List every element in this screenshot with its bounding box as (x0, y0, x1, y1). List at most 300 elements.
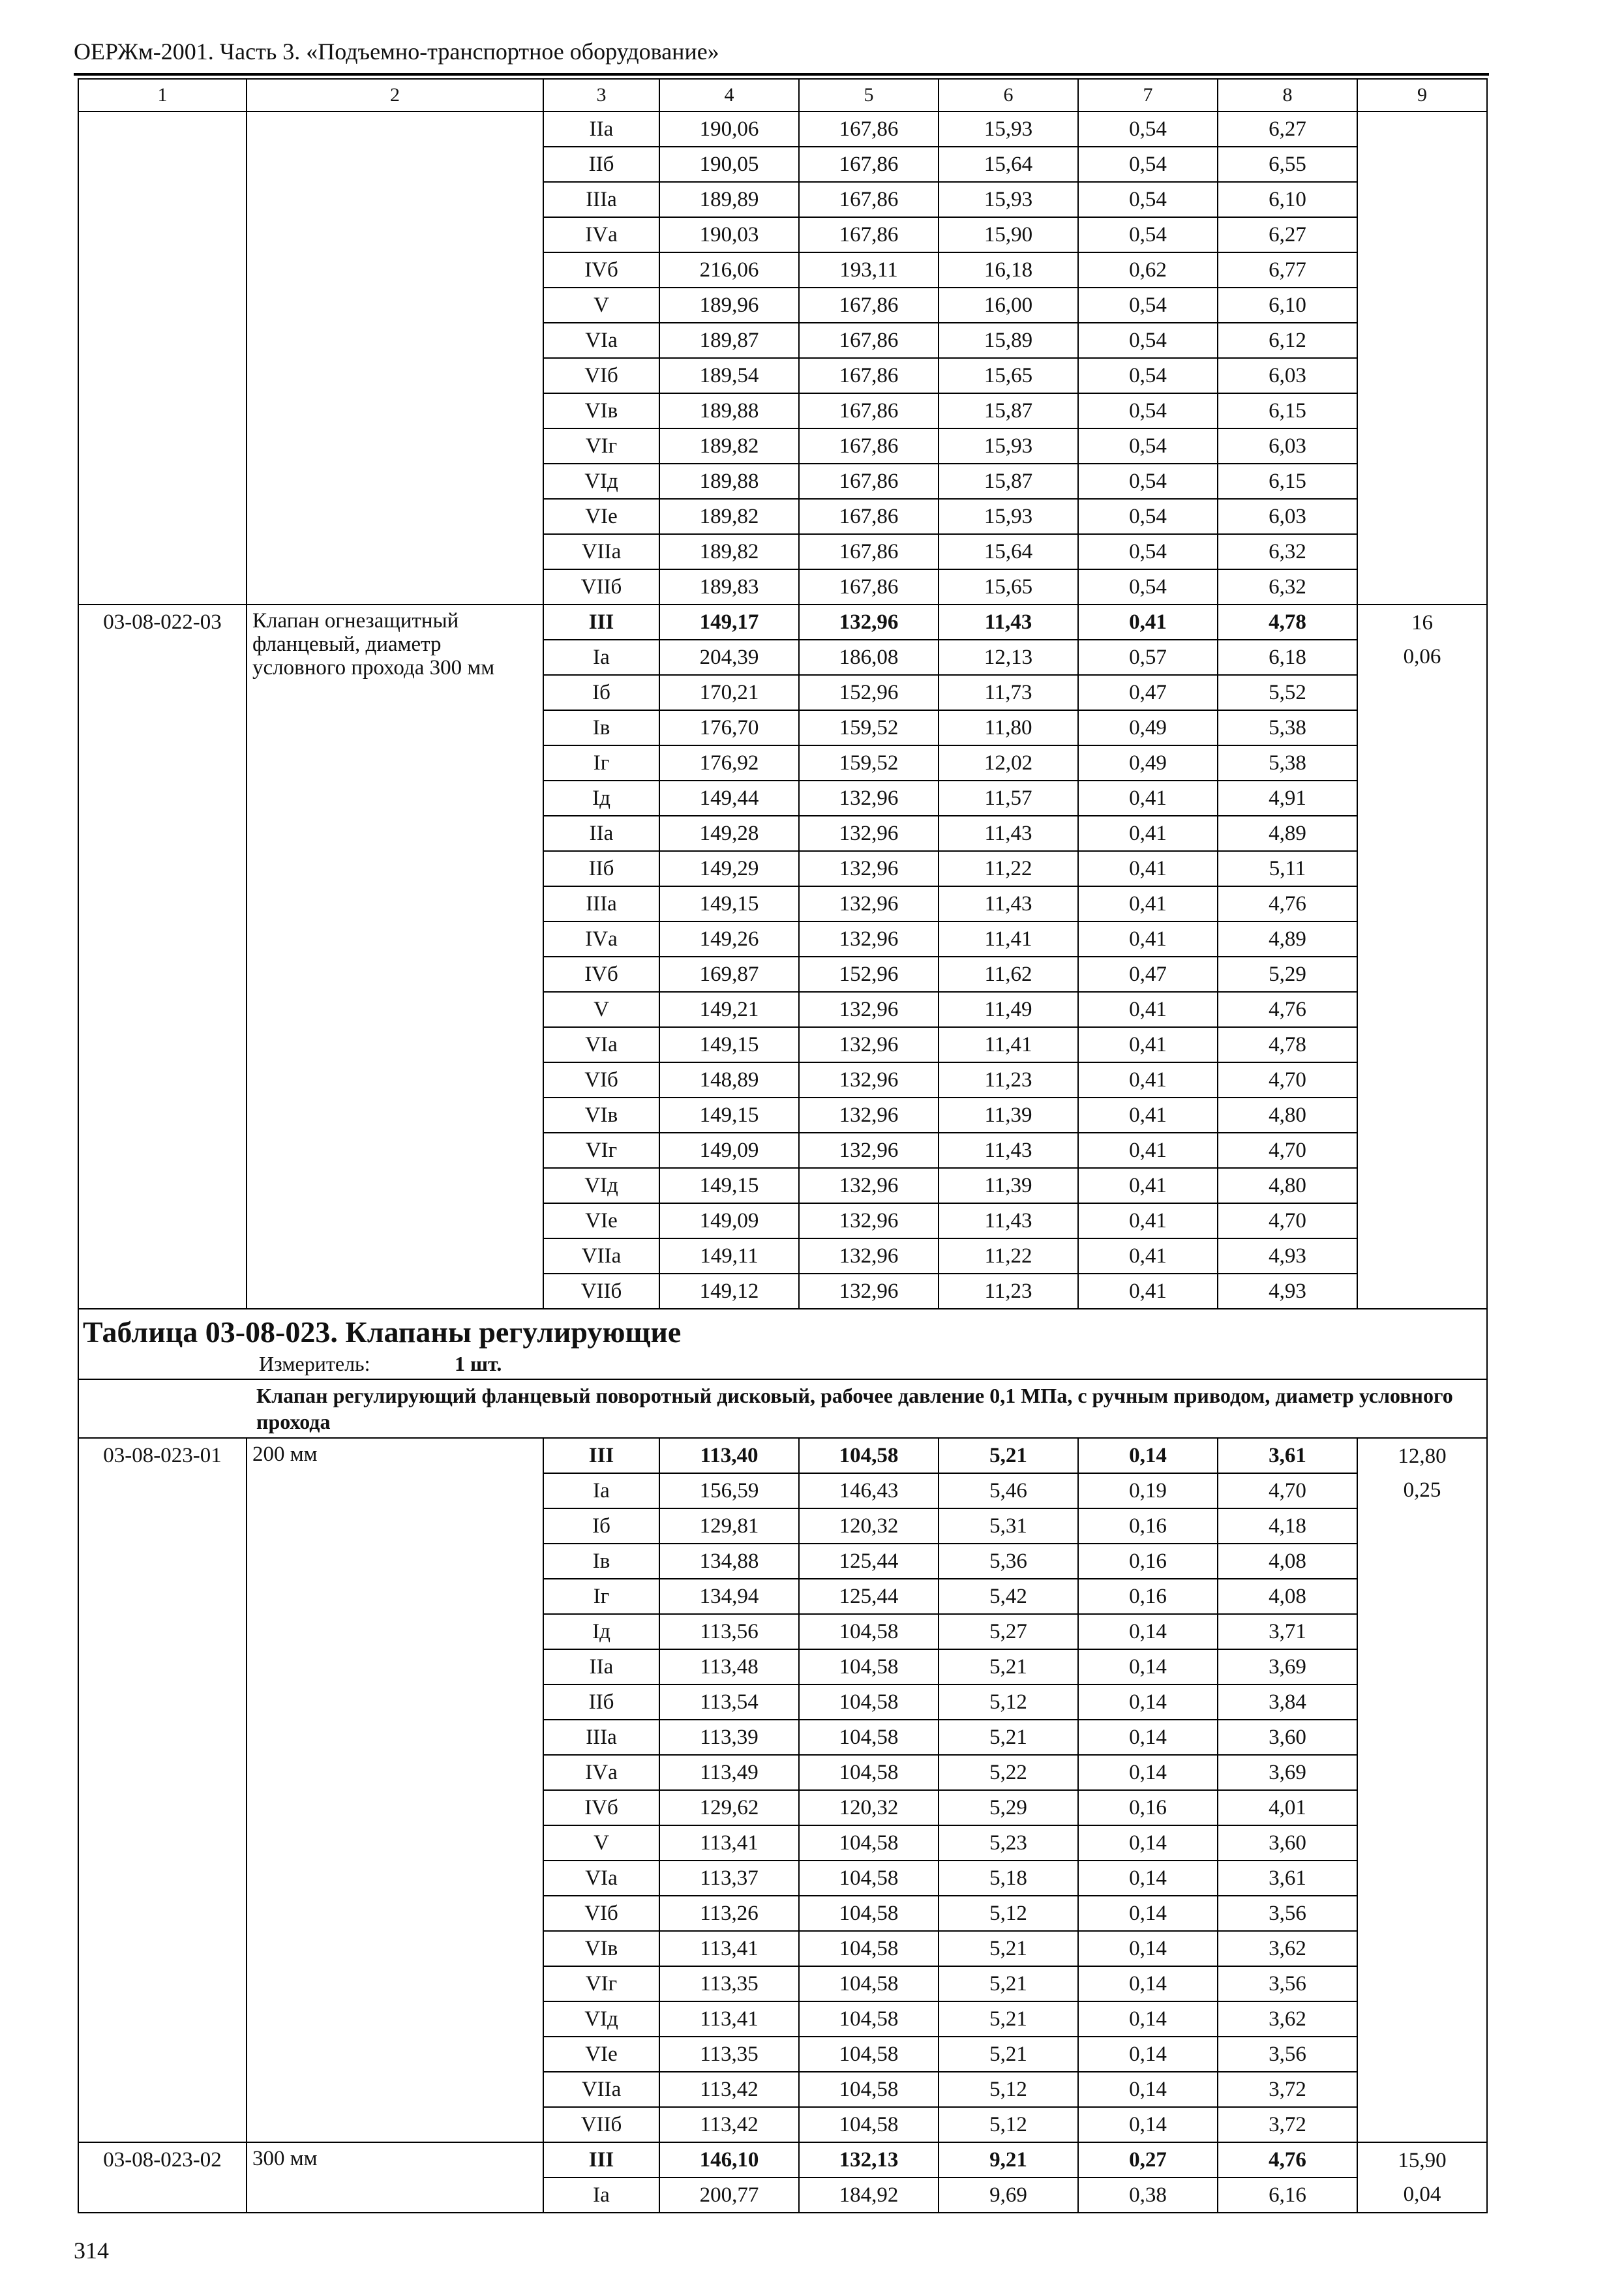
value-cell: 0,54 (1078, 288, 1218, 323)
value-cell: 6,03 (1218, 358, 1357, 393)
value-cell: 0,19 (1078, 1473, 1218, 1508)
value-cell: 189,96 (659, 288, 799, 323)
value-cell: 3,69 (1218, 1755, 1357, 1790)
value-cell: 5,21 (939, 1649, 1078, 1684)
zone-cell: VIд (543, 464, 659, 499)
value-cell: 113,56 (659, 1614, 799, 1649)
value-cell: 0,41 (1078, 1168, 1218, 1203)
value-cell: 0,14 (1078, 2001, 1218, 2037)
value-cell: 167,86 (799, 428, 939, 464)
value-cell: 0,54 (1078, 112, 1218, 147)
value-cell: 132,96 (799, 605, 939, 640)
zone-cell: IVа (543, 1755, 659, 1790)
zone-cell: VIд (543, 2001, 659, 2037)
value-cell: 3,61 (1218, 1438, 1357, 1473)
zone-cell: IIа (543, 1649, 659, 1684)
value-cell: 0,16 (1078, 1508, 1218, 1544)
section-heading (78, 1309, 1487, 1379)
zone-cell: VIг (543, 1133, 659, 1168)
value-cell: 3,60 (1218, 1720, 1357, 1755)
zone-cell: VIб (543, 1896, 659, 1931)
value-cell: 132,96 (799, 851, 939, 886)
value-cell: 0,49 (1078, 745, 1218, 781)
value-cell: 132,96 (799, 781, 939, 816)
value-cell: 0,41 (1078, 1274, 1218, 1309)
unit-line (79, 1352, 1486, 1379)
item-code: 03-08-023-02 (78, 2142, 247, 2213)
value-cell: 146,43 (799, 1473, 939, 1508)
zone-cell: III (543, 605, 659, 640)
value-cell: 149,21 (659, 992, 799, 1027)
value-cell: 9,21 (939, 2142, 1078, 2177)
value-cell: 104,58 (799, 1931, 939, 1966)
value-cell: 104,58 (799, 1966, 939, 2001)
value-cell: 3,69 (1218, 1649, 1357, 1684)
value-cell: 11,22 (939, 851, 1078, 886)
table-row (78, 605, 1487, 640)
value-cell: 15,90 (939, 217, 1078, 252)
value-cell: 149,28 (659, 816, 799, 851)
value-cell: 0,14 (1078, 1931, 1218, 1966)
value-cell: 11,41 (939, 921, 1078, 957)
value-cell: 152,96 (799, 957, 939, 992)
value-cell: 189,82 (659, 499, 799, 534)
value-cell: 3,72 (1218, 2072, 1357, 2107)
table-row (78, 1438, 1487, 1473)
zone-cell: III (543, 1438, 659, 1473)
zone-cell: Iв (543, 710, 659, 745)
value-cell: 5,21 (939, 2001, 1078, 2037)
value-cell: 0,41 (1078, 851, 1218, 886)
zone-cell: VIв (543, 1931, 659, 1966)
value-cell: 132,96 (799, 1168, 939, 1203)
value-cell: 3,56 (1218, 1896, 1357, 1931)
value-cell: 3,56 (1218, 2037, 1357, 2072)
value-cell: 0,41 (1078, 1203, 1218, 1238)
zone-cell: VIе (543, 499, 659, 534)
value-cell: 0,16 (1078, 1544, 1218, 1579)
value-cell: 184,92 (799, 2177, 939, 2213)
value-cell: 6,15 (1218, 393, 1357, 428)
value-cell: 5,46 (939, 1473, 1078, 1508)
value-cell: 129,62 (659, 1790, 799, 1825)
value-cell: 0,41 (1078, 1133, 1218, 1168)
value-cell: 4,70 (1218, 1062, 1357, 1098)
value-cell: 148,89 (659, 1062, 799, 1098)
value-cell: 3,56 (1218, 1966, 1357, 2001)
value-cell: 104,58 (799, 1438, 939, 1473)
value-cell: 104,58 (799, 1825, 939, 1861)
value-cell: 5,11 (1218, 851, 1357, 886)
value-cell: 4,76 (1218, 886, 1357, 921)
value-cell: 4,76 (1218, 992, 1357, 1027)
column-number: 4 (659, 79, 799, 112)
value-cell: 3,60 (1218, 1825, 1357, 1861)
value-cell: 190,06 (659, 112, 799, 147)
value-cell: 132,96 (799, 921, 939, 957)
zone-cell: VIе (543, 1203, 659, 1238)
value-cell: 0,14 (1078, 1720, 1218, 1755)
value-cell: 0,41 (1078, 1098, 1218, 1133)
zone-cell: VIа (543, 1861, 659, 1896)
value-cell: 204,39 (659, 640, 799, 675)
value-cell: 167,86 (799, 147, 939, 182)
zone-cell: IIа (543, 816, 659, 851)
value-cell: 0,54 (1078, 147, 1218, 182)
value-cell: 11,43 (939, 816, 1078, 851)
value-cell: 0,47 (1078, 957, 1218, 992)
value-cell: 0,54 (1078, 534, 1218, 569)
item-name: Клапан огнезащитный фланцевый, диаметр условного прохода 300 мм (247, 605, 543, 1309)
value-cell: 11,43 (939, 1133, 1078, 1168)
value-cell: 132,96 (799, 992, 939, 1027)
value-cell: 216,06 (659, 252, 799, 288)
value-cell: 189,83 (659, 569, 799, 605)
value-cell: 15,64 (939, 147, 1078, 182)
value-cell: 190,05 (659, 147, 799, 182)
value-cell: 11,73 (939, 675, 1078, 710)
value-cell: 169,87 (659, 957, 799, 992)
value-cell: 132,96 (799, 1274, 939, 1309)
value-cell: 167,86 (799, 393, 939, 428)
value-cell: 104,58 (799, 1649, 939, 1684)
table-row (78, 2142, 1487, 2177)
value-cell: 0,54 (1078, 428, 1218, 464)
value-cell: 0,54 (1078, 569, 1218, 605)
value-cell: 149,15 (659, 886, 799, 921)
zone-cell: VIе (543, 2037, 659, 2072)
value-cell: 15,64 (939, 534, 1078, 569)
value-cell: 6,32 (1218, 569, 1357, 605)
value-cell: 132,96 (799, 1133, 939, 1168)
code-cell (78, 112, 247, 605)
col9-bottom: 0,04 (1357, 2177, 1487, 2213)
value-cell: 113,42 (659, 2107, 799, 2142)
item-code: 03-08-023-01 (78, 1438, 247, 2142)
value-cell: 5,21 (939, 2037, 1078, 2072)
value-cell: 6,03 (1218, 499, 1357, 534)
value-cell: 11,39 (939, 1168, 1078, 1203)
value-cell: 5,42 (939, 1579, 1078, 1614)
value-cell: 167,86 (799, 112, 939, 147)
value-cell: 16,18 (939, 252, 1078, 288)
value-cell: 4,70 (1218, 1133, 1357, 1168)
value-cell: 5,36 (939, 1544, 1078, 1579)
value-cell: 189,82 (659, 534, 799, 569)
value-cell: 167,86 (799, 499, 939, 534)
value-cell: 149,09 (659, 1203, 799, 1238)
value-cell: 149,15 (659, 1027, 799, 1062)
value-cell: 104,58 (799, 2001, 939, 2037)
item-code: 03-08-022-03 (78, 605, 247, 1309)
value-cell: 176,70 (659, 710, 799, 745)
value-cell: 176,92 (659, 745, 799, 781)
value-cell: 0,54 (1078, 182, 1218, 217)
value-cell: 167,86 (799, 182, 939, 217)
col9-cell (1357, 112, 1487, 605)
value-cell: 0,41 (1078, 1062, 1218, 1098)
value-cell: 5,29 (939, 1790, 1078, 1825)
value-cell: 11,22 (939, 1238, 1078, 1274)
value-cell: 159,52 (799, 710, 939, 745)
value-cell: 3,62 (1218, 2001, 1357, 2037)
value-cell: 0,54 (1078, 393, 1218, 428)
zone-cell: VIв (543, 1098, 659, 1133)
value-cell: 152,96 (799, 675, 939, 710)
value-cell: 149,29 (659, 851, 799, 886)
group-title-row (78, 1379, 1487, 1438)
value-cell: 189,82 (659, 428, 799, 464)
value-cell: 0,54 (1078, 464, 1218, 499)
column-number: 1 (78, 79, 247, 112)
value-cell: 113,26 (659, 1896, 799, 1931)
value-cell: 189,89 (659, 182, 799, 217)
col9-top: 15,90 (1357, 2142, 1487, 2177)
value-cell: 0,47 (1078, 675, 1218, 710)
value-cell: 6,32 (1218, 534, 1357, 569)
value-cell: 104,58 (799, 2037, 939, 2072)
group-title: Клапан регулирующий фланцевый поворотный дисковый, рабочее давление 0,1 МПа, с ручным приводом, диаметр условного прохода (78, 1379, 1487, 1438)
zone-cell: IVб (543, 957, 659, 992)
value-cell: 6,03 (1218, 428, 1357, 464)
value-cell: 0,54 (1078, 217, 1218, 252)
zone-cell: VIв (543, 393, 659, 428)
zone-cell: IIб (543, 851, 659, 886)
value-cell: 3,84 (1218, 1684, 1357, 1720)
value-cell: 132,96 (799, 1062, 939, 1098)
value-cell: 5,21 (939, 1966, 1078, 2001)
value-cell: 0,14 (1078, 2107, 1218, 2142)
value-cell: 15,93 (939, 499, 1078, 534)
value-cell: 15,93 (939, 182, 1078, 217)
value-cell: 0,14 (1078, 1861, 1218, 1896)
zone-cell: III (543, 2142, 659, 2177)
value-cell: 6,12 (1218, 323, 1357, 358)
value-cell: 4,93 (1218, 1238, 1357, 1274)
zone-cell: VIб (543, 358, 659, 393)
value-cell: 113,39 (659, 1720, 799, 1755)
value-cell: 0,14 (1078, 2037, 1218, 2072)
value-cell: 4,08 (1218, 1579, 1357, 1614)
zone-cell: VIб (543, 1062, 659, 1098)
zone-cell: IVа (543, 921, 659, 957)
value-cell: 6,77 (1218, 252, 1357, 288)
table-row (78, 112, 1487, 147)
value-cell: 132,96 (799, 816, 939, 851)
value-cell: 0,62 (1078, 252, 1218, 288)
value-cell: 0,14 (1078, 1438, 1218, 1473)
value-cell: 5,12 (939, 1684, 1078, 1720)
value-cell: 189,88 (659, 393, 799, 428)
column-number: 6 (939, 79, 1078, 112)
value-cell: 15,93 (939, 428, 1078, 464)
value-cell: 149,44 (659, 781, 799, 816)
zone-cell: IVб (543, 1790, 659, 1825)
zone-cell: IIб (543, 1684, 659, 1720)
value-cell: 132,96 (799, 886, 939, 921)
value-cell: 113,41 (659, 1825, 799, 1861)
unit-label: Измеритель: (259, 1352, 370, 1375)
value-cell: 4,76 (1218, 2142, 1357, 2177)
value-cell: 132,96 (799, 1098, 939, 1133)
value-cell: 11,23 (939, 1062, 1078, 1098)
rates-table (78, 78, 1488, 2213)
value-cell: 132,96 (799, 1203, 939, 1238)
value-cell: 15,87 (939, 464, 1078, 499)
value-cell: 146,10 (659, 2142, 799, 2177)
section-heading-row (78, 1309, 1487, 1379)
value-cell: 156,59 (659, 1473, 799, 1508)
value-cell: 6,27 (1218, 112, 1357, 147)
value-cell: 113,40 (659, 1438, 799, 1473)
zone-cell: Iб (543, 675, 659, 710)
value-cell: 113,49 (659, 1755, 799, 1790)
zone-cell: Iг (543, 745, 659, 781)
value-cell: 132,96 (799, 1027, 939, 1062)
value-cell: 12,02 (939, 745, 1078, 781)
value-cell: 5,38 (1218, 710, 1357, 745)
value-cell: 0,41 (1078, 1027, 1218, 1062)
value-cell: 0,41 (1078, 921, 1218, 957)
value-cell: 193,11 (799, 252, 939, 288)
column-number: 5 (799, 79, 939, 112)
value-cell: 0,14 (1078, 1614, 1218, 1649)
column-number: 2 (247, 79, 543, 112)
zone-cell: VIIа (543, 2072, 659, 2107)
value-cell: 0,41 (1078, 1238, 1218, 1274)
zone-cell: IIб (543, 147, 659, 182)
value-cell: 134,94 (659, 1579, 799, 1614)
col9-bottom: 0,25 (1357, 1473, 1487, 2142)
value-cell: 0,41 (1078, 886, 1218, 921)
value-cell: 0,14 (1078, 1966, 1218, 2001)
header-divider (74, 73, 1489, 76)
value-cell: 4,89 (1218, 816, 1357, 851)
value-cell: 104,58 (799, 1720, 939, 1755)
item-name: 300 мм (247, 2142, 543, 2213)
value-cell: 113,35 (659, 1966, 799, 2001)
zone-cell: IIIа (543, 1720, 659, 1755)
col9-top: 12,80 (1357, 1438, 1487, 1473)
value-cell: 11,49 (939, 992, 1078, 1027)
zone-cell: VIIб (543, 569, 659, 605)
value-cell: 4,91 (1218, 781, 1357, 816)
value-cell: 104,58 (799, 1614, 939, 1649)
value-cell: 129,81 (659, 1508, 799, 1544)
zone-cell: VIд (543, 1168, 659, 1203)
value-cell: 15,87 (939, 393, 1078, 428)
value-cell: 4,78 (1218, 1027, 1357, 1062)
column-number: 3 (543, 79, 659, 112)
value-cell: 6,27 (1218, 217, 1357, 252)
value-cell: 11,43 (939, 886, 1078, 921)
value-cell: 113,37 (659, 1861, 799, 1896)
zone-cell: IVб (543, 252, 659, 288)
value-cell: 4,89 (1218, 921, 1357, 957)
value-cell: 0,41 (1078, 992, 1218, 1027)
value-cell: 104,58 (799, 2072, 939, 2107)
zone-cell: VIг (543, 428, 659, 464)
value-cell: 0,16 (1078, 1790, 1218, 1825)
value-cell: 104,58 (799, 1896, 939, 1931)
value-cell: 132,96 (799, 1238, 939, 1274)
value-cell: 0,41 (1078, 781, 1218, 816)
value-cell: 170,21 (659, 675, 799, 710)
value-cell: 120,32 (799, 1508, 939, 1544)
value-cell: 6,10 (1218, 182, 1357, 217)
value-cell: 189,87 (659, 323, 799, 358)
item-name: 200 мм (247, 1438, 543, 2142)
value-cell: 9,69 (939, 2177, 1078, 2213)
value-cell: 4,80 (1218, 1098, 1357, 1133)
value-cell: 149,11 (659, 1238, 799, 1274)
value-cell: 11,23 (939, 1274, 1078, 1309)
col9-bottom: 0,06 (1357, 640, 1487, 1309)
value-cell: 6,55 (1218, 147, 1357, 182)
value-cell: 5,52 (1218, 675, 1357, 710)
value-cell: 113,48 (659, 1649, 799, 1684)
value-cell: 5,31 (939, 1508, 1078, 1544)
zone-cell: VIа (543, 1027, 659, 1062)
value-cell: 113,54 (659, 1684, 799, 1720)
value-cell: 11,39 (939, 1098, 1078, 1133)
value-cell: 189,54 (659, 358, 799, 393)
value-cell: 3,62 (1218, 1931, 1357, 1966)
zone-cell: Iг (543, 1579, 659, 1614)
value-cell: 200,77 (659, 2177, 799, 2213)
value-cell: 0,14 (1078, 1825, 1218, 1861)
value-cell: 5,21 (939, 1931, 1078, 1966)
value-cell: 16,00 (939, 288, 1078, 323)
value-cell: 0,38 (1078, 2177, 1218, 2213)
value-cell: 0,49 (1078, 710, 1218, 745)
value-cell: 159,52 (799, 745, 939, 781)
zone-cell: V (543, 992, 659, 1027)
value-cell: 6,18 (1218, 640, 1357, 675)
column-number: 9 (1357, 79, 1487, 112)
value-cell: 0,14 (1078, 1684, 1218, 1720)
column-number: 7 (1078, 79, 1218, 112)
zone-cell: Iв (543, 1544, 659, 1579)
value-cell: 5,21 (939, 1438, 1078, 1473)
value-cell: 120,32 (799, 1790, 939, 1825)
value-cell: 149,17 (659, 605, 799, 640)
value-cell: 0,54 (1078, 358, 1218, 393)
value-cell: 5,29 (1218, 957, 1357, 992)
value-cell: 0,41 (1078, 816, 1218, 851)
zone-cell: V (543, 288, 659, 323)
value-cell: 12,13 (939, 640, 1078, 675)
value-cell: 149,09 (659, 1133, 799, 1168)
value-cell: 5,27 (939, 1614, 1078, 1649)
value-cell: 6,16 (1218, 2177, 1357, 2213)
value-cell: 0,27 (1078, 2142, 1218, 2177)
value-cell: 167,86 (799, 464, 939, 499)
zone-cell: IVа (543, 217, 659, 252)
value-cell: 11,57 (939, 781, 1078, 816)
value-cell: 113,35 (659, 2037, 799, 2072)
value-cell: 5,22 (939, 1755, 1078, 1790)
value-cell: 4,18 (1218, 1508, 1357, 1544)
zone-cell: IIа (543, 112, 659, 147)
value-cell: 167,86 (799, 534, 939, 569)
value-cell: 3,71 (1218, 1614, 1357, 1649)
value-cell: 5,12 (939, 1896, 1078, 1931)
value-cell: 0,14 (1078, 1755, 1218, 1790)
zone-cell: Iа (543, 640, 659, 675)
zone-cell: VIг (543, 1966, 659, 2001)
page-header-title: ОЕРЖм-2001. Часть 3. «Подъемно-транспортное оборудование» (74, 38, 719, 65)
